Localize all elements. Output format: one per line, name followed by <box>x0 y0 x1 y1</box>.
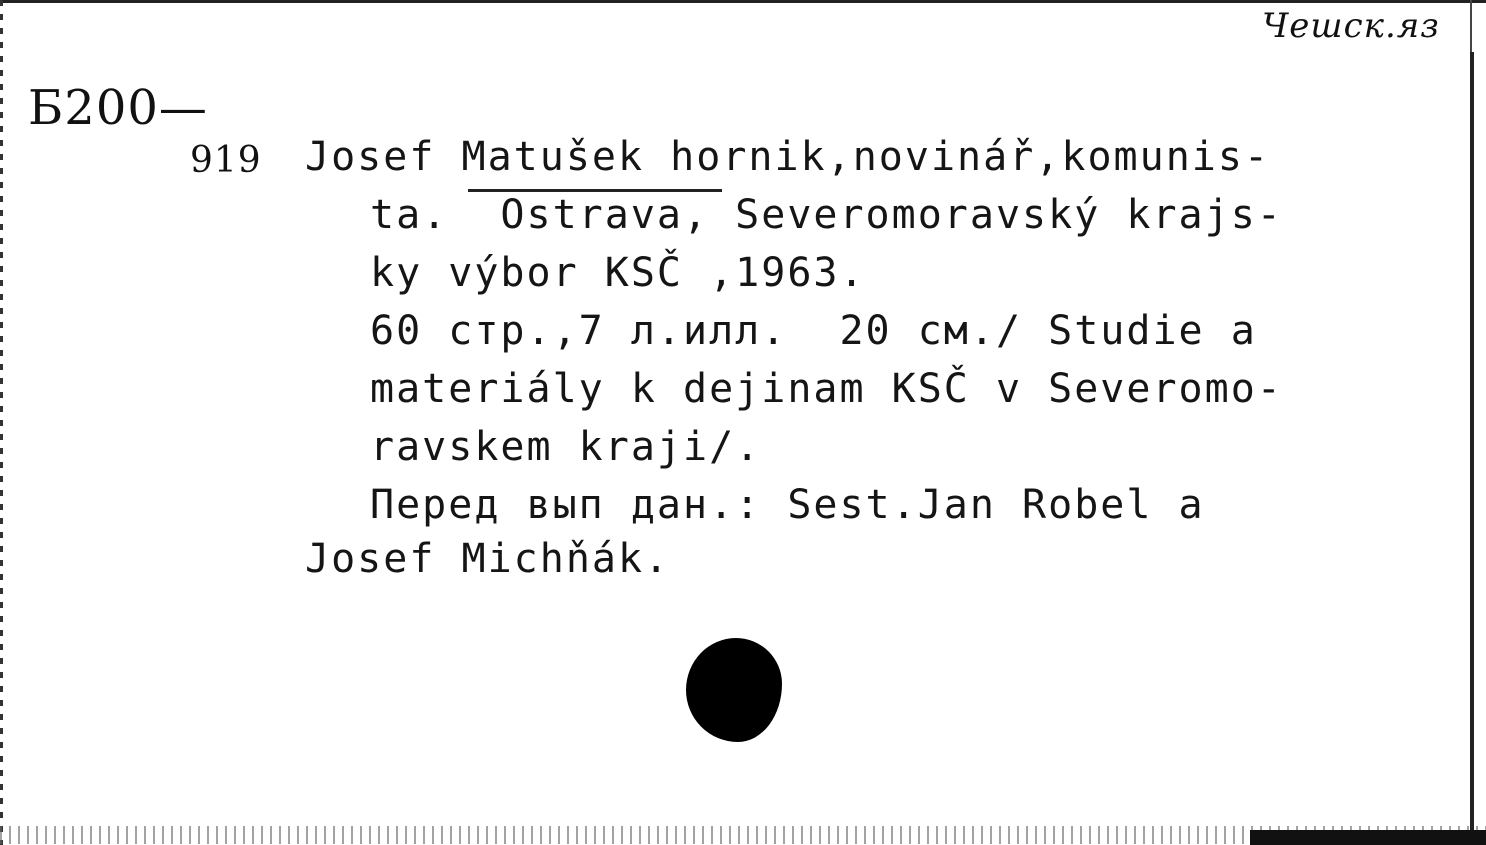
card-left-edge <box>0 0 3 845</box>
punch-hole <box>686 638 782 742</box>
entry-line-8: Josef Michňák. <box>305 536 671 582</box>
shelf-mark-bottom: 919 <box>190 140 262 181</box>
entry-line-2: ta. Ostrava, Severomoravský krajs- <box>370 192 1283 238</box>
card-top-edge <box>0 0 1486 3</box>
language-label: Чешск.яз <box>1262 6 1440 46</box>
entry-line-7: Перед вып дан.: Sest.Jan Robel a <box>370 482 1205 528</box>
entry-line-1: Josef Matušek hornik,novinář,komunis- <box>305 134 1271 180</box>
entry-line-6: ravskem kraji/. <box>370 424 762 470</box>
card-right-edge-top <box>1470 0 1472 52</box>
entry-line-4: 60 стр.,7 л.илл. 20 см./ Studie a <box>370 308 1257 354</box>
entry-line-3: ky výbor KSČ ,1963. <box>370 250 866 296</box>
card-bottom-right-shadow <box>1250 830 1486 845</box>
entry-line-5: materiály k dejinam KSČ v Severomo- <box>370 366 1283 412</box>
shelf-mark-top: Б200— <box>28 80 208 136</box>
card-right-edge <box>1470 52 1474 845</box>
